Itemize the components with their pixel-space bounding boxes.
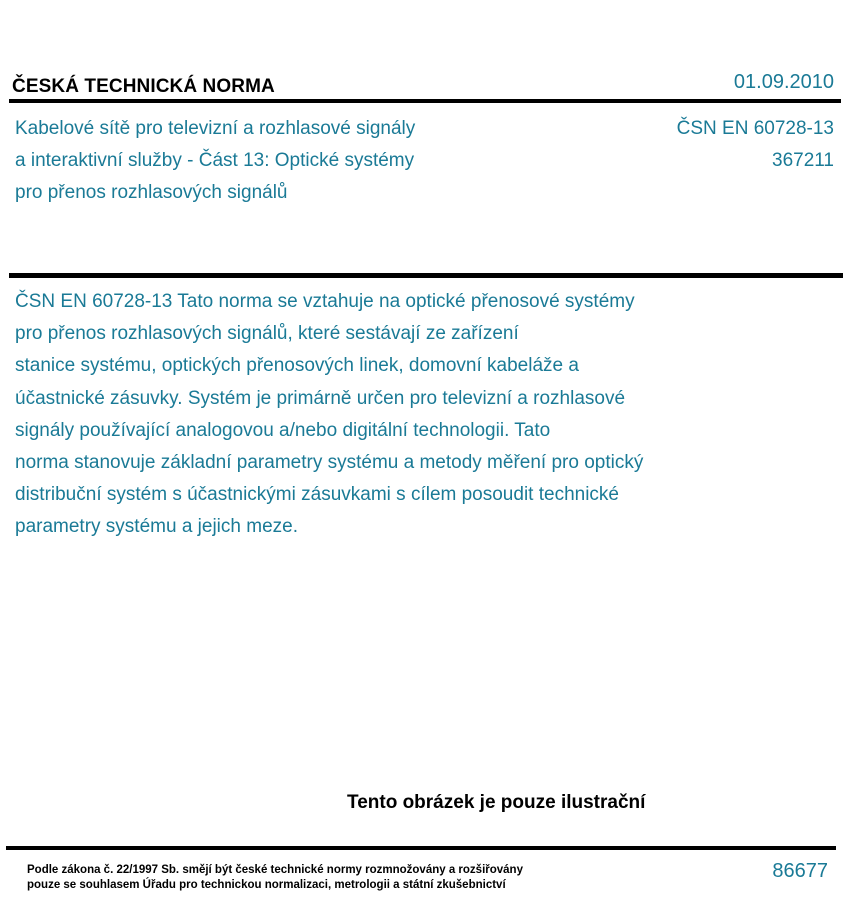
title-line: Kabelové sítě pro televizní a rozhlasové signály	[15, 118, 416, 139]
annotation-line: ČSN EN 60728-13 Tato norma se vztahuje na optické přenosové systémy	[15, 291, 635, 312]
title-line: a interaktivní služby - Část 13: Optické systémy	[15, 150, 415, 171]
standard-title	[15, 113, 485, 209]
document-id: 86677	[772, 860, 828, 882]
annotation-line: parametry systému a jejich meze.	[15, 516, 298, 538]
standard-codes	[677, 113, 834, 177]
section-divider	[9, 273, 843, 278]
annotation-line: pro přenos rozhlasových signálů, které sestávají ze zařízení	[15, 323, 519, 345]
legal-line: Podle zákona č. 22/1997 Sb. smějí být české technické normy rozmnožovány a rozšiřovány	[27, 864, 523, 876]
legal-line: pouze se souhlasem Úřadu pro technickou normalizaci, metrologii a státní zkušebnictví	[27, 879, 506, 891]
document-type-heading: ČESKÁ TECHNICKÁ NORMA	[12, 76, 275, 97]
annotation-line: signály používající analogovou a/nebo digitální technologii. Tato	[15, 419, 551, 441]
annotation-line: norma stanovuje základní parametry systému a metody měření pro optický	[15, 452, 644, 474]
annotation-line: distribuční systém s účastnickými zásuvkami s cílem posoudit technické	[15, 484, 619, 506]
publication-date: 01.09.2010	[733, 71, 834, 93]
annotation-line: účastnické zásuvky. Systém je primárně určen pro televizní a rozhlasové	[15, 387, 626, 409]
footer-divider	[6, 846, 836, 850]
annotation-line: stanice systému, optických přenosových linek, domovní kabeláže a	[15, 355, 579, 377]
title-line: pro přenos rozhlasových signálů	[15, 182, 288, 203]
standard-number: ČSN EN 60728-13	[676, 118, 834, 139]
classification-code: 367211	[772, 150, 834, 171]
legal-notice	[27, 863, 523, 893]
illustrative-notice: Tento obrázek je pouze ilustrační	[347, 792, 646, 813]
standard-annotation	[15, 286, 755, 544]
header-divider	[9, 99, 841, 103]
